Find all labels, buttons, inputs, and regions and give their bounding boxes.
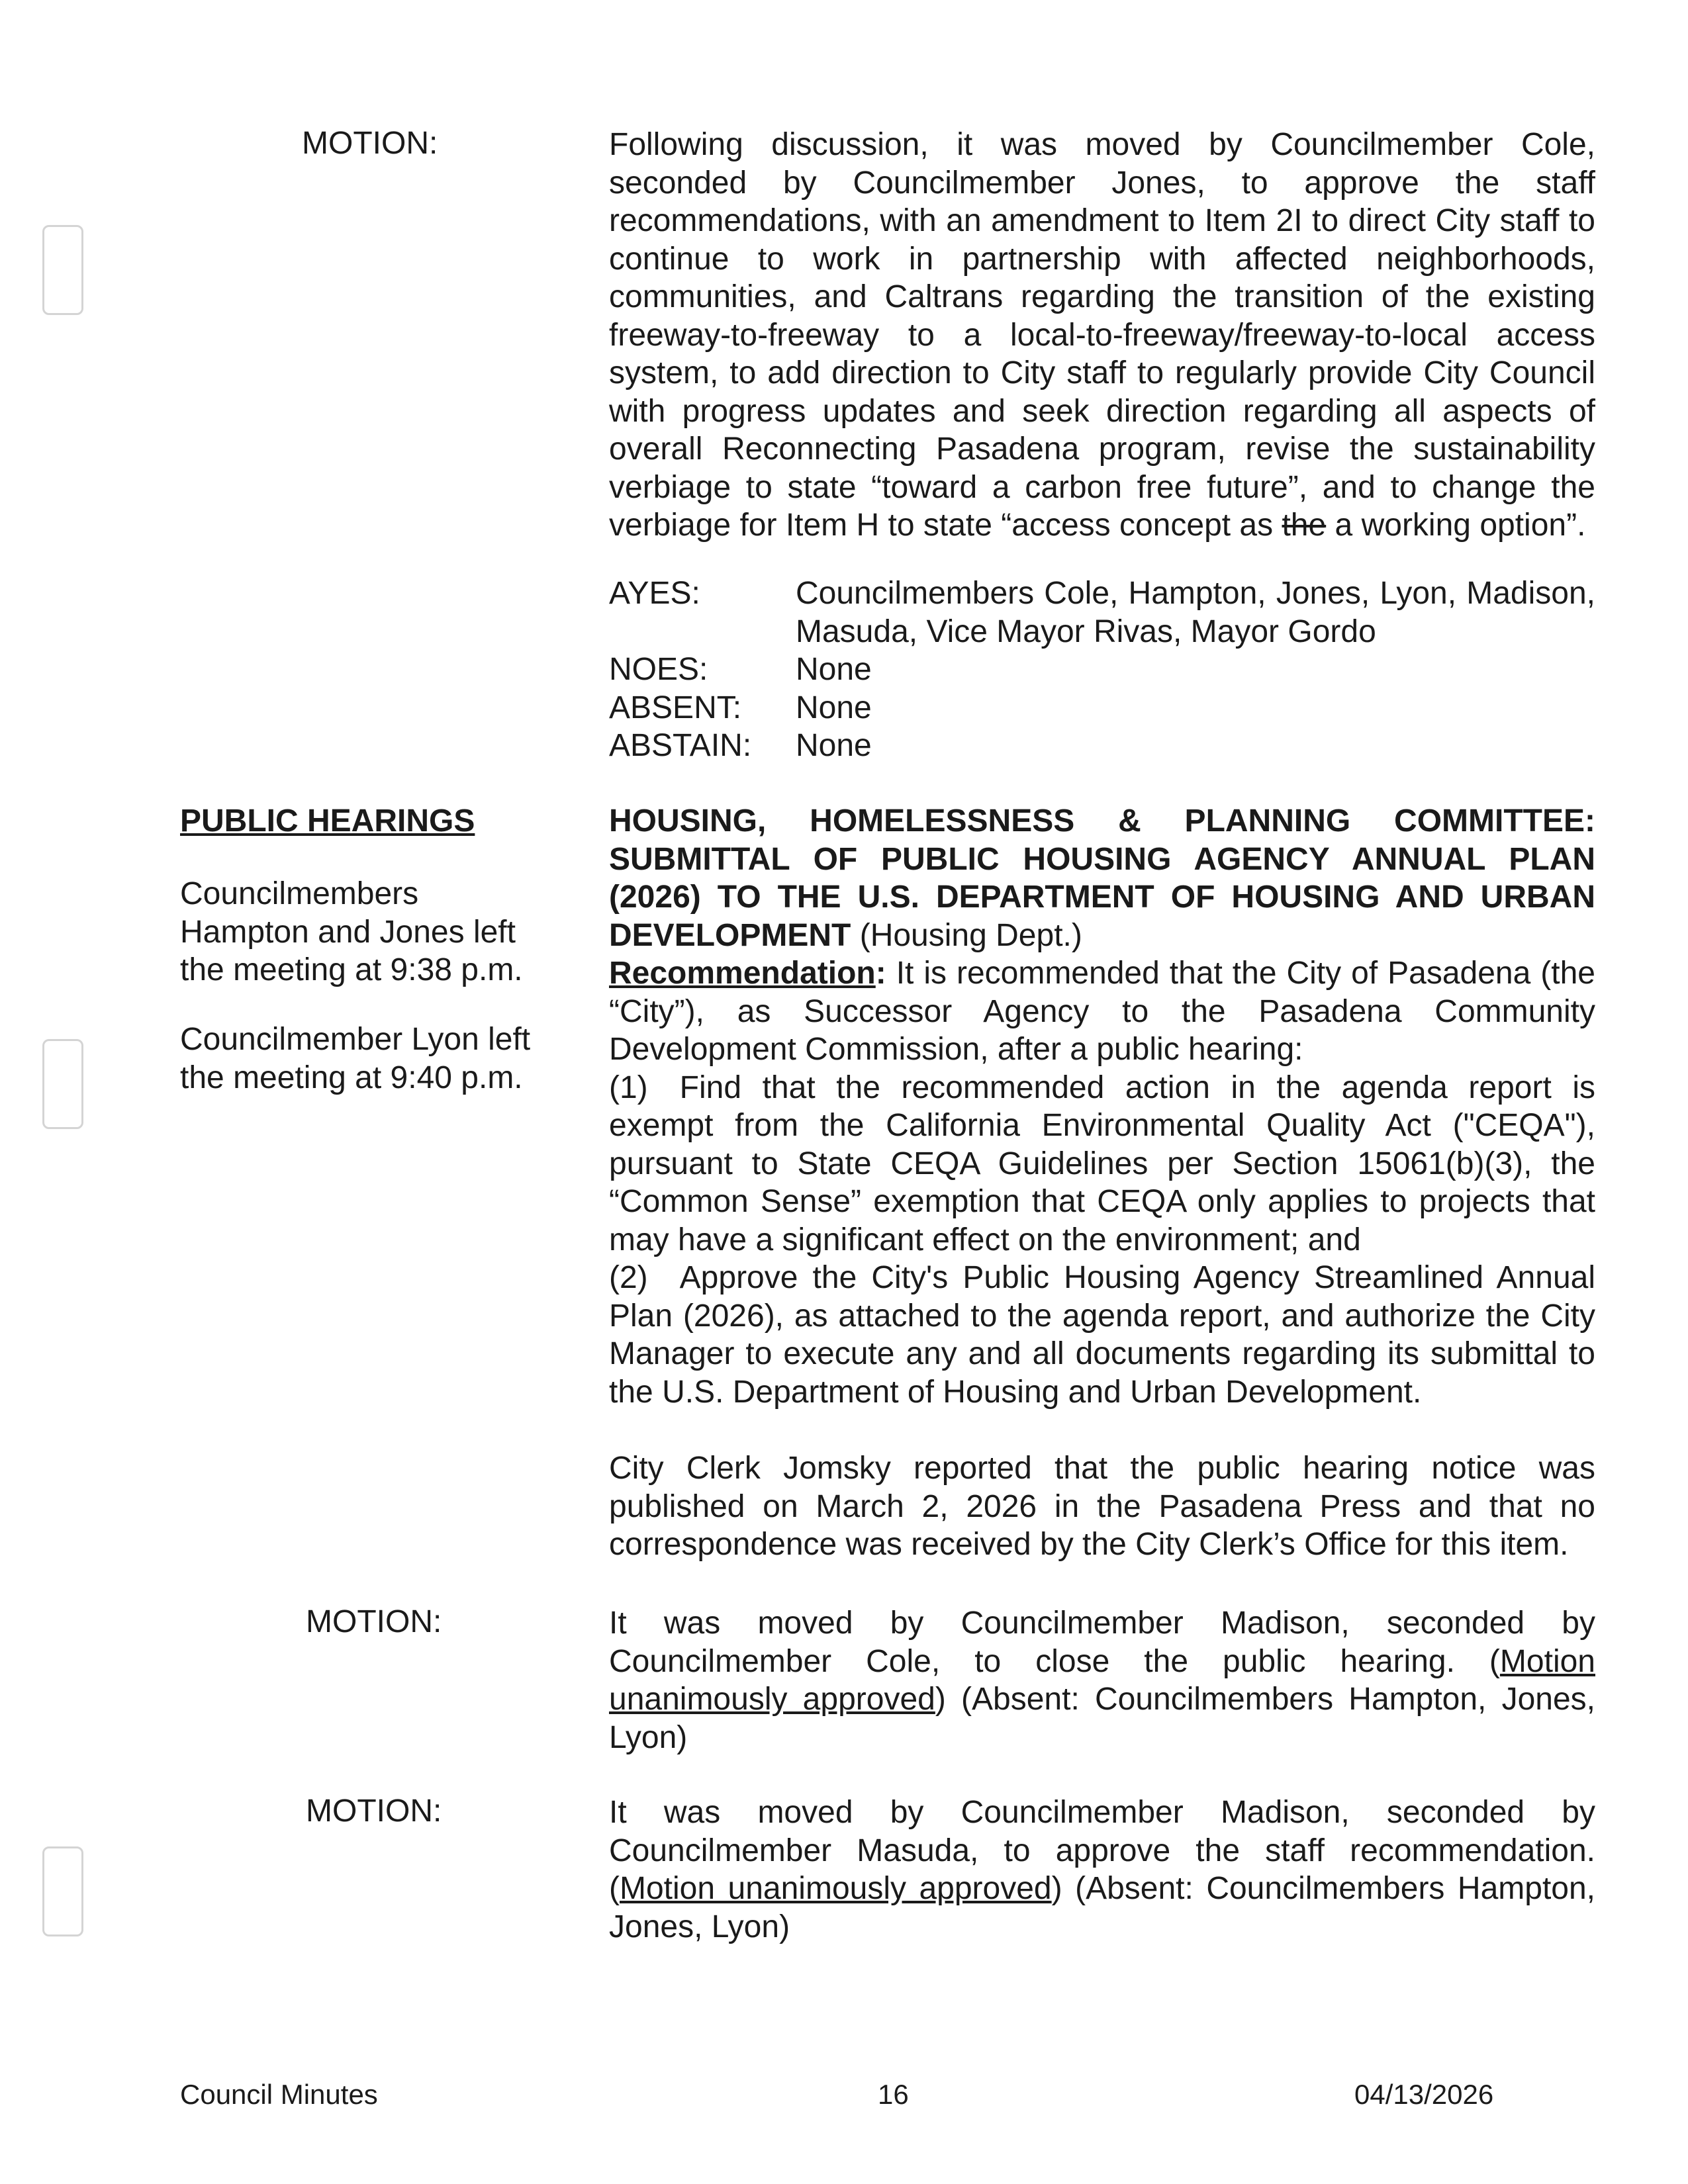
side-note-departure-1: Councilmembers Hampton and Jones left the meeting at 9:38 p.m. [180,876,523,987]
motion-label: MOTION: [302,126,438,161]
noes-label: NOES: [609,652,708,687]
ayes-value: Councilmembers Cole, Hampton, Jones, Lyon, Madison, Masuda, Vice Mayor Rivas, Mayor Gordo [796,576,1595,649]
vote-row-ayes [609,574,1595,651]
ayes-label: AYES: [609,576,700,611]
motion-2-after: ) (Absent: Councilmembers Hampton, Jones, Lyon) [609,1682,1595,1755]
clerk-report: City Clerk Jomsky reported that the public hearing notice was published on March 2, 2026 in the Pasadena Press and that no correspondence was received by the City Clerk’s Office for this item. [609,1451,1595,1562]
motion-label-2: MOTION: [306,1604,442,1639]
recommendation-item-2: (2) Approve the City's Public Housing Agency Streamlined Annual Plan (2026), as attached to the agenda report, and authorize the City Manager to execute any and all documents regarding its submittal to the U.S. Department of Housing and Urban Development. [609,1260,1595,1410]
footer-date: 04/13/2026 [1354,2079,1494,2110]
punch-hole-top [42,225,83,315]
hearing-item-title: HOUSING, HOMELESSNESS & PLANNING COMMITTEE: SUBMITTAL OF PUBLIC HOUSING AGENCY ANNUAL PLAN (2026) TO THE U.S. DEPARTMENT OF HOUSING AND URBAN DEVELOPMENT [609,803,1595,953]
motion-text-3 [609,1794,1595,1946]
section-heading-public-hearings: PUBLIC HEARINGS [180,803,475,839]
motion-3-text: It was moved by Councilmember Madison, seconded by Councilmember Masuda, to approve the staff recommendation. ( [609,1795,1595,1906]
absent-label: ABSENT: [609,690,742,725]
noes-value: None [796,652,872,687]
recommendation-item-1: (1) Find that the recommended action in the agenda report is exempt from the California Environmental Quality Act ("CEQA"), pursuant to State CEQA Guidelines per Section 15061(b)(3), the “Common Sense” exemption that CEQA only applies to projects that may have a significant effect on the environment; and [609,1069,1595,1257]
motion-text-2 [609,1604,1595,1756]
motion-2-approved: Motion unanimously approved [609,1643,1595,1717]
vote-table [609,574,1595,765]
motion-3-after: ) (Absent: Councilmembers Hampton, Jones, Lyon) [609,1871,1596,1944]
side-note-departure-2: Councilmember Lyon left the meeting at 9:40 p.m. [180,1022,531,1095]
recommendation-colon: : [875,956,886,991]
hearing-item-dept: (Housing Dept.) [851,917,1082,953]
motion-label-3: MOTION: [306,1794,442,1829]
recommendation-label: Recommendation [609,956,876,991]
motion-2-text: It was moved by Councilmember Madison, seconded by Councilmember Cole, to close the public hearing. ( [609,1606,1595,1679]
abstain-value: None [796,728,872,763]
vote-row-abstain [609,727,1595,765]
vote-row-absent [609,689,1595,727]
motion-text-end: a working option”. [1335,508,1586,543]
abstain-label: ABSTAIN: [609,728,752,763]
struck-word: the [1282,508,1327,543]
absent-value: None [796,690,872,725]
hearing-item [609,802,1595,1411]
vote-row-noes [609,651,1595,689]
motion-text [609,126,1595,545]
punch-hole-bottom [42,1846,83,1936]
recommendation-intro: It is recommended that the City of Pasadena (the “City”), as Successor Agency to the Pasadena Community Development Commission, after a public hearing: [609,956,1595,1067]
punch-hole-middle [42,1039,83,1129]
footer-page-number: 16 [878,2079,909,2110]
motion-text-main: Following discussion, it was moved by Councilmember Cole, seconded by Councilmember Jones, to approve the staff recommendations, with an amendment to Item 2I to direct City staff to continue to work in partnership with affected neighborhoods, communities, and Caltrans regarding the transition of the existing freeway-to-freeway to a local-to-freeway/freeway-to-local access system, to add direction to City staff to regularly provide City Council with progress updates and seek direction regarding all aspects of overall Reconnecting Pasadena program, revise the sustainability verbiage to state “toward a carbon free future”, and to change the verbiage for Item H to state “access concept as [609,127,1595,543]
motion-3-approved: Motion unanimously approved [619,1871,1052,1906]
footer-title: Council Minutes [180,2079,378,2110]
